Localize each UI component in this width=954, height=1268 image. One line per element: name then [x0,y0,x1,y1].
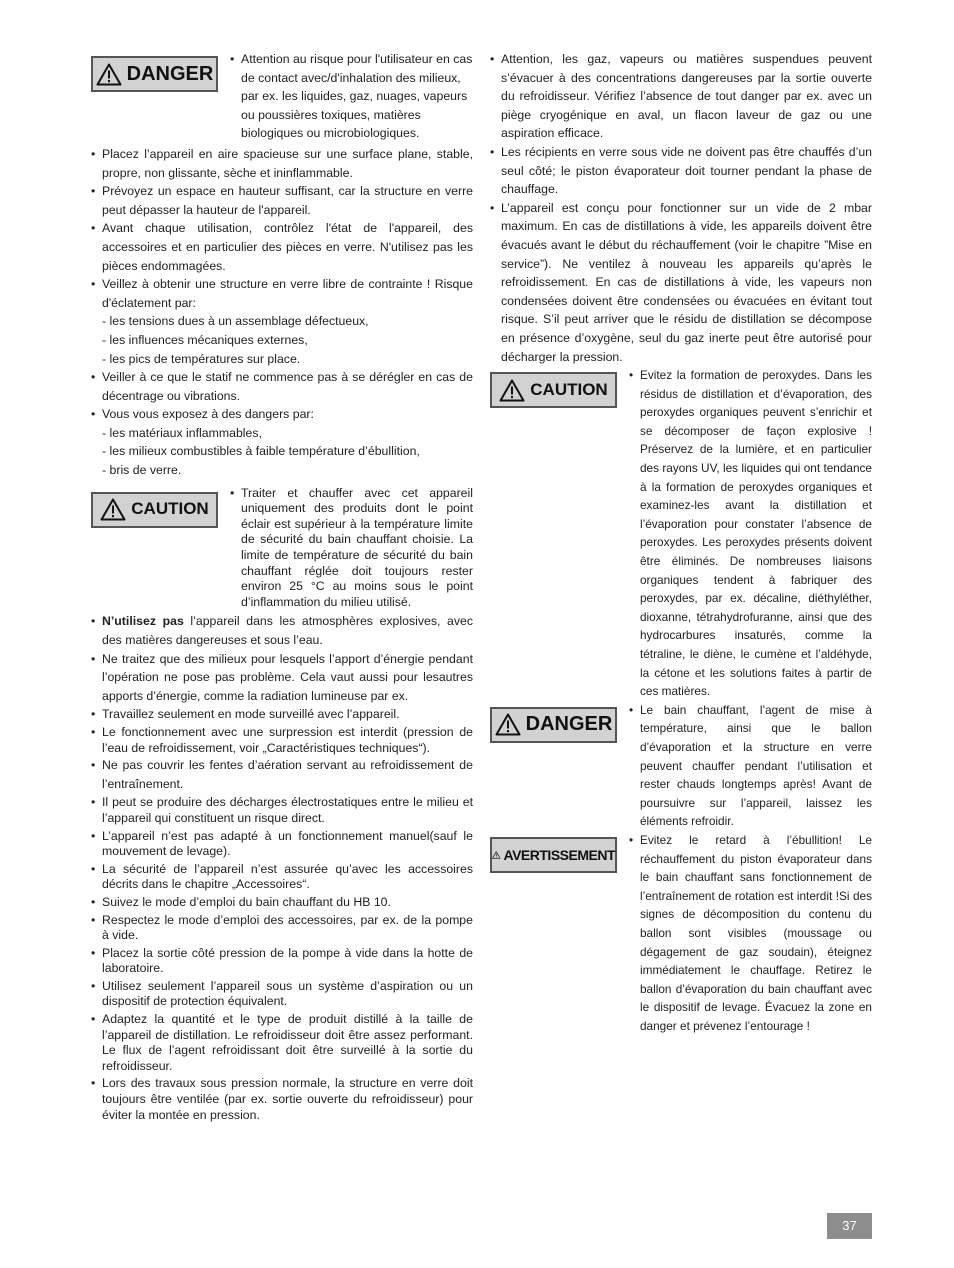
sub-item: - les influences mécaniques externes, [102,332,308,347]
caution-badge [91,492,218,528]
list-item: • Il peut se produire des décharges électrostatiques entre le milieu et l’appareil qui constituent un risque direct. [91,795,473,826]
danger-text: • Le bain chauffant, l’agent de mise à température, ainsi que le ballon d’évaporation et la structure en verre peuvent chauffer pendant l’utilisation et rester chauds longtemps après! Avant de poursuivre sur l’appareil, laissez les éléments refroidir. [629,701,872,831]
list-item: • Les récipients en verre sous vide ne doivent pas être chauffés d’un seul côté; le piston évaporateur doit tourner pendant la phase de chauffage. [490,143,872,199]
danger-text: • Attention au risque pour l'utilisateur en cas de contact avec/d'inhalation des milieux, par ex. les liquides, gaz, nuages, vapeurs ou poussières toxiques, matières biologiques ou microbiologiques. [230,50,473,143]
list-item: • Respectez le mode d’emploi des accessoires, par ex. de la pompe à vide. [91,913,473,944]
caution-badge [490,372,617,408]
sub-item: - les matériaux inflammables, [102,425,262,440]
list-item: • Avant chaque utilisation, contrôlez l'état de l'appareil, des accessoires et en particulier des pièces en verre. N'utilisez pas les pièces endommagées. [91,219,473,275]
page-number: 37 [827,1213,872,1239]
list-item: • Ne pas couvrir les fentes d’aération servant au refroidissement de l’entraînement. [91,756,473,793]
warning-triangle-icon [495,713,521,736]
list-item: • L’appareil est conçu pour fonctionner sur un vide de 2 mbar maximum. En cas de distillations à vide, les appareils doivent être évacués avant le début du réchauffement (voir le chapitre ”Mise en service”). Ne ventilez à nouveau les appareils qu’après le refroidissement. En cas de distillations à vide, les vapeurs non condensées doivent être condensées ou évacuées en évitant tout risque. S’il peut arriver que le résidu de distillation se décompose en présence d’oxygène, seul du gaz inerte peut être autorisé pour décharger la pression. [490,199,872,366]
list-item: • Suivez le mode d’emploi du bain chauffant du HB 10. [91,895,473,911]
warning-triangle-icon [100,498,126,521]
list-item: • Placez la sortie côté pression de la pompe à vide dans la hotte de laboratoire. [91,946,473,977]
list-item: • La sécurité de l’appareil n’est assurée qu’avec les accessoires décrits dans le chapitre „Accessoires“. [91,862,473,893]
list-item [91,612,473,649]
list-item: • Adaptez la quantité et le type de produit distillé à la taille de l’appareil de distillation. Le refroidisseur doit être assez performant. Le flux de l’agent refroidissant doit être surveillé à la sortie du refroidisseur. [91,1012,473,1074]
caution-label: CAUTION [131,499,209,519]
danger-warning-block [490,701,872,831]
list-item: • Utilisez seulement l’appareil sous un système d’aspiration ou un dispositif de protection équivalent. [91,979,473,1010]
list-item: • Placez l’appareil en aire spacieuse sur une surface plane, stable, propre, non glissante, sèche et ininflammable. [91,145,473,182]
list-item: • Ne traitez que des milieux pour lesquels l’apport d’énergie pendant l’opération ne pose pas problème. Cela vaut aussi pour lesautres apports d’énergie, comme la radiation lumineuse par ex. [91,650,473,706]
right-column [490,50,872,1035]
warning-triangle-icon [492,845,501,865]
danger-badge [91,56,218,92]
caution-warning-block [91,486,473,611]
danger-label: DANGER [126,62,214,85]
list-item: • Prévoyez un espace en hauteur suffisant, car la structure en verre peut dépasser la hauteur de l'appareil. [91,182,473,219]
avertissement-badge [490,837,617,873]
list-item-text: l’appareil dans les atmosphères explosives, avec des matières dangereuses et sous l’eau. [102,614,473,647]
sub-item: - bris de verre. [102,463,182,478]
left-column [91,50,473,1123]
sub-item: - les pics de températures sur place. [102,351,301,366]
list-item: • Travaillez seulement en mode surveillé avec l’appareil. [91,707,473,723]
list-item: • Attention, les gaz, vapeurs ou matières suspendues peuvent s’évacuer à des concentrations dangereuses par la sortie ouverte du refroidisseur. Vérifiez l’absence de tout danger par ex. avec un piège cryogénique en aval, un flacon laveur de gaz ou une aspiration efficace. [490,50,872,143]
list-item: • Le fonctionnement avec une surpression est interdit (pression de l’eau de refroidissement, voir „Caractéristiques techniques“). [91,725,473,756]
danger-warning-block [91,50,473,143]
emphasis-text: N’utilisez pas [102,614,184,629]
danger-badge [490,707,617,743]
list-item: • Veillez à obtenir une structure en verre libre de contrainte ! Risque d'éclatement par: [91,275,473,312]
list-item: • Vous vous exposez à des dangers par: [91,405,473,424]
caution-warning-block [490,366,872,701]
list-item: • Lors des travaux sous pression normale, la structure en verre doit toujours être ventilée (par ex. sortie ouverte du refroidisseur) pour éviter la montée en pression. [91,1076,473,1123]
sub-item: - les tensions dues à un assemblage défectueux, [102,314,369,329]
avertissement-label: AVERTISSEMENT [503,846,615,863]
list-item: • Veiller à ce que le statif ne commence pas à se dérégler en cas de décentrage ou vibrations. [91,368,473,405]
avertissement-text: • Evitez le retard à l’ébullition! Le réchauffement du piston évaporateur dans le bain chauffant sans fonctionnement de l’entraînement de rotation est interdit !Si des signes de décomposition du contenu du ballon sont visibles (moussage ou dégagement de gaz soudain), éteignez immédiatement le chauffage. Retirez le ballon d’évaporation du bain chauffant avec le dispositif de levage. Évacuez la zone en danger et prévenez l’entourage ! [629,831,872,1036]
caution-text: • Evitez la formation de peroxydes. Dans les résidus de distillation et d’évaporation, des peroxydes organiques peuvent s’enrichir et se décomposer de façon explosive ! Préservez de la lumière, et en particulier des rayons UV, les liquides qui ont tendance à la formation de peroxydes organiques et examinez-les avant la distillation et l’évaporation pour constater l’absence de peroxydes. Les peroxydes présents doivent être éliminés. De nombreuses liaisons organiques tendent à fabriquer des peroxydes, par ex. décaline, diéthyléther, dioxanne, tétrahydrofuranne, ainsi que des hydrocarbures insaturés, comme la tétraline, le diène, le cumène et l’aldéhyde, la cétone et les solutions faites à partir de ces matières. [629,366,872,701]
avertissement-warning-block [490,831,872,1036]
caution-text: • Traiter et chauffer avec cet appareil uniquement des produits dont le point éclair est supérieur à la température limite de sécurité du bain chauffant choisie. La limite de température de sécurité du bain chauffant réglée doit toujours rester environ 25 °C au moins sous le point d’inflammation du milieu utilisé. [230,486,473,611]
warning-triangle-icon [499,379,525,402]
warning-triangle-icon [96,63,122,86]
list-item: • L’appareil n’est pas adapté à un fonctionnement manuel(sauf le mouvement de levage). [91,829,473,860]
sub-item: - les milieux combustibles à faible température d’ébullition, [102,444,420,459]
danger-label: DANGER [525,713,613,736]
caution-label: CAUTION [530,379,608,399]
